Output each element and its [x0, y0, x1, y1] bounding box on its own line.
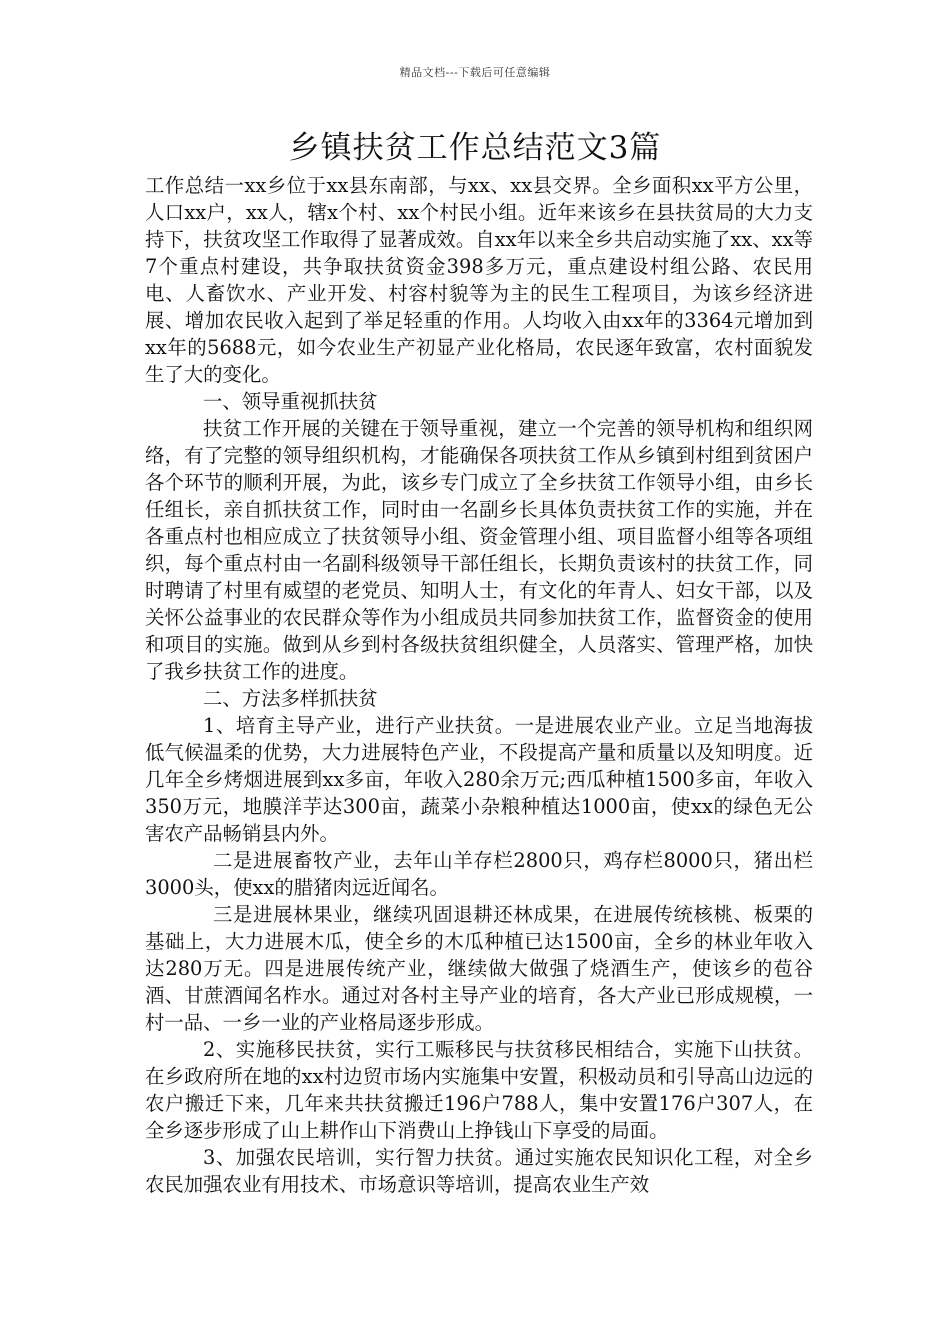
paragraph-forestry: 三是进展林果业，继续巩固退耕还林成果，在进展传统核桃、板栗的基础上，大力进展木瓜，使全乡的木瓜种植已达1500亩，全乡的林业年收入达280万无。四是进展传统产业，继续做大做强了烧酒生产，使该乡的苞谷酒、甘蔗酒闻名柞水。通过对各村主导产业的培育，各大产业已形成规模，一村一品、一乡一业的产业格局逐步形成。 — [145, 903, 813, 1034]
intro-paragraph: 工作总结一xx乡位于xx县东南部，与xx、xx县交界。全乡面积xx平方公里，人口xx户，xx人，辖x个村、xx个村民小组。近年来该乡在县扶贫局的大力支持下，扶贫攻坚工作取得了显著成效。自xx年以来全乡共启动实施了xx、xx等7个重点村建设，共争取扶贫资金398多万元，重点建设村组公路、农民用电、人畜饮水、产业开发、村容村貌等为主的民生工程项目，为该乡经济进展、增加农民收入起到了举足轻重的作用。人均收入由xx年的3364元增加到xx年的5688元，如今农业生产初显产业化格局，农民逐年致富，农村面貌发生了大的变化。 — [145, 174, 813, 386]
section-heading-leadership: 一、领导重视抓扶贫 — [203, 390, 378, 413]
paragraph-leadership: 扶贫工作开展的关键在于领导重视，建立一个完善的领导机构和组织网络，有了完整的领导组织机构，才能确保各项扶贫工作从乡镇到村组到贫困户各个环节的顺利开展，为此，该乡专门成立了全乡扶贫工作领导小组，由乡长任组长，亲自抓扶贫工作，同时由一名副乡长具体负责扶贫工作的实施，并在各重点村也相应成立了扶贫领导小组、资金管理小组、项目监督小组等各项组织，每个重点村由一名副科级领导干部任组长，长期负责该村的扶贫工作，同时聘请了村里有威望的老党员、知明人士，有文化的年青人、妇女干部，以及关怀公益事业的农民群众等作为小组成员共同参加扶贫工作，监督资金的使用和项目的实施。做到从乡到村各级扶贫组织健全，人员落实、管理严格，加快了我乡扶贫工作的进度。 — [145, 417, 813, 683]
paragraph-relocation: 2、实施移民扶贫，实行工赈移民与扶贫移民相结合，实施下山扶贫。在乡政府所在地的xx村边贸市场内实施集中安置，积极动员和引导高山边远的农户搬迁下来，几年来共扶贫搬迁196户788人，集中安置176户307人，在全乡逐步形成了山上耕作山下消费山上挣钱山下享受的局面。 — [145, 1038, 813, 1142]
document-title: 乡镇扶贫工作总结范文3篇 — [288, 130, 662, 166]
paragraph-livestock: 二是进展畜牧产业，去年山羊存栏2800只，鸡存栏8000只，猪出栏3000头，使xx的腊猪肉远近闻名。 — [145, 849, 813, 899]
paragraph-training: 3、加强农民培训，实行智力扶贫。通过实施农民知识化工程，对全乡农民加强农业有用技术、市场意识等培训，提高农业生产效 — [145, 1146, 813, 1196]
section-heading-methods: 二、方法多样抓扶贫 — [203, 687, 378, 710]
document-body — [145, 172, 813, 1198]
page-header-note: 精品文档---下载后可任意编辑 — [399, 66, 551, 79]
paragraph-industry: 1、培育主导产业，进行产业扶贫。一是进展农业产业。立足当地海拔低气候温柔的优势，大力进展特色产业，不段提高产量和质量以及知明度。近几年全乡烤烟进展到xx多亩，年收入280余万元;西瓜种植1500多亩，年收入350万元，地膜洋芋达300亩，蔬菜小杂粮种植达1000亩，使xx的绿色无公害农产品畅销县内外。 — [145, 714, 813, 845]
